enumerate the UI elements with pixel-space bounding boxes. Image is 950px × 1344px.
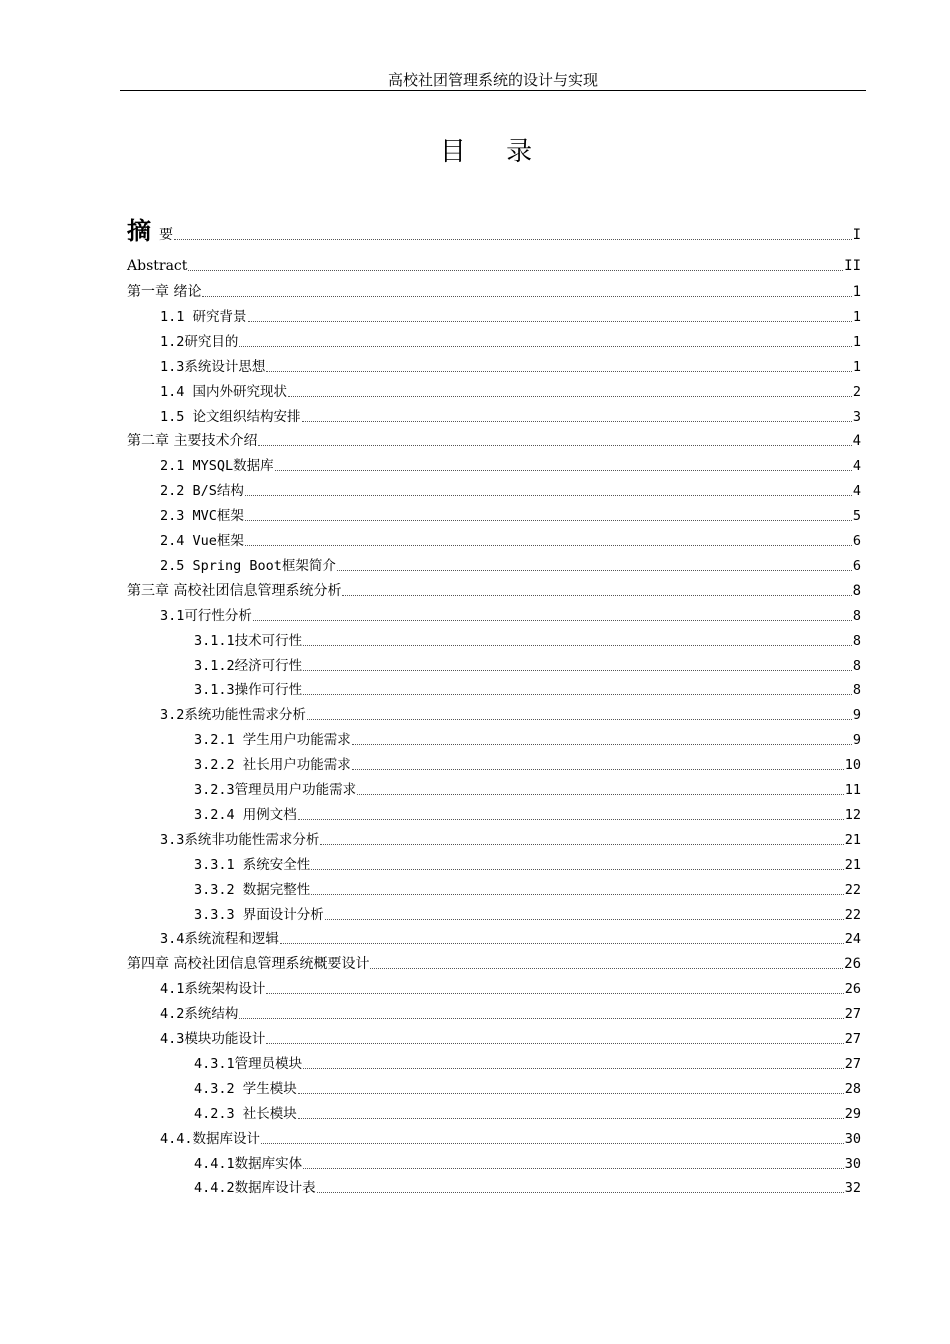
toc-dot-leader (337, 569, 852, 571)
toc-dot-leader (174, 238, 852, 240)
toc-page-number: 1 (852, 284, 861, 300)
toc-entry-label: 3.3.3 界面设计分析 (194, 906, 324, 923)
toc-entry-label: 3.1.1技术可行性 (194, 632, 303, 649)
toc-entry[interactable] (127, 1177, 861, 1197)
toc-dot-leader (188, 269, 843, 271)
toc-dot-leader (280, 942, 844, 944)
toc-entry-label: 4.2系统结构 (160, 1006, 239, 1023)
toc-page-number: 9 (852, 707, 861, 724)
toc-page-number: 26 (844, 956, 861, 973)
toc-dot-leader (266, 370, 851, 372)
toc-title: 目 录 (439, 137, 549, 167)
toc-entry-label: 4.4.2数据库设计表 (194, 1180, 316, 1197)
toc-dot-leader (253, 619, 852, 621)
toc-entry[interactable] (127, 1153, 861, 1173)
toc-page-number: 12 (844, 806, 861, 823)
toc-page-number: 26 (844, 981, 861, 998)
toc-page-number: 27 (844, 1055, 861, 1072)
toc-dot-leader (298, 1092, 844, 1094)
toc-entry-label: 3.2系统功能性需求分析 (160, 707, 306, 724)
toc-entry-label: 4.4.数据库设计 (160, 1130, 261, 1147)
toc-entry-label: 1.4 国内外研究现状 (160, 383, 288, 400)
toc-page-number: 28 (844, 1080, 861, 1097)
toc-entry[interactable] (127, 879, 861, 899)
toc-entry[interactable] (127, 356, 861, 376)
toc-dot-leader (370, 967, 843, 969)
toc-entry-label: 3.4系统流程和逻辑 (160, 931, 279, 948)
toc-entry-label: 3.1可行性分析 (160, 607, 252, 624)
toc-entry-label: Abstract (127, 258, 188, 274)
toc-dot-leader (239, 1017, 843, 1019)
toc-entry-label: 3.2.3管理员用户功能需求 (194, 782, 357, 798)
toc-entry-label: 4.1系统架构设计 (160, 981, 266, 998)
toc-entry[interactable] (127, 854, 861, 874)
toc-entry[interactable] (127, 530, 861, 550)
toc-entry-label (127, 218, 173, 244)
toc-dot-leader (352, 768, 844, 770)
toc-page-number: 8 (852, 607, 861, 624)
toc-entry[interactable] (127, 555, 861, 575)
toc-entry[interactable] (127, 218, 861, 244)
toc-entry[interactable] (127, 406, 861, 426)
toc-entry[interactable] (127, 1003, 861, 1023)
toc-page-number: 32 (844, 1180, 861, 1197)
toc-page-number: 10 (844, 757, 861, 774)
toc-page-number: 4 (852, 483, 861, 500)
toc-dot-leader (303, 693, 852, 695)
toc-dot-leader (311, 868, 843, 870)
toc-page-number: 21 (844, 831, 861, 848)
toc-page-number: 1 (852, 358, 861, 375)
toc-entry[interactable] (127, 1103, 861, 1123)
toc-dot-leader (239, 345, 851, 347)
toc-dot-leader (325, 918, 844, 920)
toc-page-number: 22 (844, 906, 861, 923)
toc-page-number: II (844, 258, 861, 274)
toc-page-number: 29 (844, 1105, 861, 1122)
toc-dot-leader (352, 743, 852, 745)
toc-dot-leader (245, 519, 852, 521)
toc-entry[interactable] (127, 255, 861, 275)
toc-entry-label: 2.5 Spring Boot框架简介 (160, 557, 336, 574)
toc-entry[interactable] (127, 331, 861, 351)
toc-entry-label: 2.1 MYSQL数据库 (160, 458, 274, 475)
toc-entry[interactable] (127, 804, 861, 824)
toc-entry[interactable] (127, 455, 861, 475)
toc-entry[interactable] (127, 605, 861, 625)
toc-dot-leader (303, 1167, 844, 1169)
toc-entry[interactable] (127, 953, 861, 973)
toc-page-number: 8 (852, 682, 861, 699)
toc-dot-leader (266, 1042, 843, 1044)
toc-entry-label: 3.3.1 系统安全性 (194, 856, 311, 873)
toc-dot-leader (303, 1067, 844, 1069)
toc-entry[interactable] (127, 1028, 861, 1048)
toc-entry[interactable] (127, 904, 861, 924)
toc-entry-label-small: 要 (159, 227, 173, 243)
toc-dot-leader (245, 544, 852, 546)
toc-dot-leader (303, 669, 852, 671)
toc-page-number: 6 (852, 557, 861, 574)
toc-dot-leader (307, 718, 852, 720)
toc-entry-label: 4.3模块功能设计 (160, 1031, 266, 1047)
toc-entry[interactable] (127, 430, 861, 450)
toc-page-number: 4 (852, 458, 861, 475)
toc-dot-leader (245, 494, 852, 496)
toc-entry-label-big: 摘 (127, 217, 151, 245)
toc-entry[interactable] (127, 1128, 861, 1148)
toc-page-number: I (852, 227, 861, 243)
toc-dot-leader (288, 395, 852, 397)
toc-dot-leader (357, 793, 844, 795)
toc-entry[interactable] (127, 729, 861, 749)
toc-entry-label: 2.2 B/S结构 (160, 483, 244, 500)
toc-dot-leader (266, 992, 843, 994)
toc-entry[interactable] (127, 754, 861, 774)
toc-entry-label: 3.2.2 社长用户功能需求 (194, 757, 351, 774)
toc-entry-label: 1.2研究目的 (160, 333, 239, 350)
toc-dot-leader (317, 1191, 844, 1193)
toc-entry[interactable] (127, 381, 861, 401)
toc-page-number: 8 (852, 657, 861, 674)
toc-entry[interactable] (127, 1078, 861, 1098)
toc-page-number: 30 (844, 1130, 861, 1147)
toc-dot-leader (342, 594, 851, 596)
toc-entry[interactable] (127, 928, 861, 948)
toc-entry[interactable] (127, 829, 861, 849)
toc-entry-label: 3.3系统非功能性需求分析 (160, 831, 320, 848)
toc-dot-leader (248, 320, 852, 322)
toc-dot-leader (298, 818, 844, 820)
toc-entry[interactable] (127, 630, 861, 650)
toc-entry-label: 2.4 Vue框架 (160, 533, 244, 549)
toc-entry-label: 4.4.1数据库实体 (194, 1155, 303, 1172)
toc-page-number: 3 (852, 408, 861, 425)
toc-page-number: 11 (844, 782, 861, 798)
toc-entry[interactable] (127, 480, 861, 500)
toc-entry-label: 1.1 研究背景 (160, 308, 247, 325)
toc-entry[interactable] (127, 978, 861, 998)
toc-entry-label: 3.3.2 数据完整性 (194, 881, 311, 898)
toc-entry[interactable] (127, 306, 861, 326)
toc-dot-leader (261, 1142, 844, 1144)
toc-dot-leader (311, 893, 843, 895)
toc-dot-leader (258, 444, 851, 446)
toc-page-number: 1 (852, 333, 861, 350)
toc-page-number: 1 (852, 308, 861, 325)
toc-entry-label: 1.5 论文组织结构安排 (160, 408, 301, 425)
toc-page-number: 21 (844, 856, 861, 873)
toc-page-number: 4 (852, 433, 861, 450)
toc-entry-label: 第四章 高校社团信息管理系统概要设计 (127, 956, 370, 973)
toc-entry-label: 2.3 MVC框架 (160, 508, 244, 525)
toc-entry-label: 4.3.2 学生模块 (194, 1080, 297, 1097)
toc-dot-leader (202, 295, 851, 297)
toc-dot-leader (320, 843, 843, 845)
running-header: 高校社团管理系统的设计与实现 (387, 71, 598, 89)
toc-entry-label: 3.2.1 学生用户功能需求 (194, 732, 351, 749)
header-divider (120, 90, 866, 91)
toc-entry[interactable] (127, 655, 861, 675)
toc-page-number: 9 (852, 732, 861, 749)
toc-page-number: 8 (852, 632, 861, 649)
toc-entry-label: 4.2.3 社长模块 (194, 1105, 297, 1122)
toc-entry-label: 3.2.4 用例文档 (194, 806, 297, 823)
toc-entry-label: 第三章 高校社团信息管理系统分析 (127, 582, 342, 599)
toc-page-number: 8 (852, 582, 861, 599)
toc-entry-label: 第一章 绪论 (127, 284, 202, 300)
toc-page-number: 27 (844, 1031, 861, 1047)
toc-page-number: 24 (844, 931, 861, 948)
toc-entry[interactable] (127, 1053, 861, 1073)
toc-entry[interactable] (127, 281, 861, 301)
toc-entry[interactable] (127, 779, 861, 799)
toc-entry[interactable] (127, 505, 861, 525)
toc-entry-label: 4.3.1管理员模块 (194, 1055, 303, 1072)
toc-page-number: 6 (852, 533, 861, 549)
toc-entry-label: 第二章 主要技术介绍 (127, 433, 258, 450)
toc-page-number: 5 (852, 508, 861, 525)
toc-entry[interactable] (127, 704, 861, 724)
toc-dot-leader (303, 644, 852, 646)
toc-entry[interactable] (127, 580, 861, 600)
toc-entry-label: 3.1.3操作可行性 (194, 682, 303, 699)
toc-dot-leader (275, 469, 852, 471)
toc-entry[interactable] (127, 679, 861, 699)
toc-dot-leader (298, 1117, 844, 1119)
toc-page-number: 2 (852, 383, 861, 400)
toc-dot-leader (302, 420, 852, 422)
toc-page-number: 30 (844, 1155, 861, 1172)
toc-page-number: 22 (844, 881, 861, 898)
toc-page-number: 27 (844, 1006, 861, 1023)
toc-entry-label: 1.3系统设计思想 (160, 358, 266, 375)
toc-entry-label: 3.1.2经济可行性 (194, 657, 303, 674)
